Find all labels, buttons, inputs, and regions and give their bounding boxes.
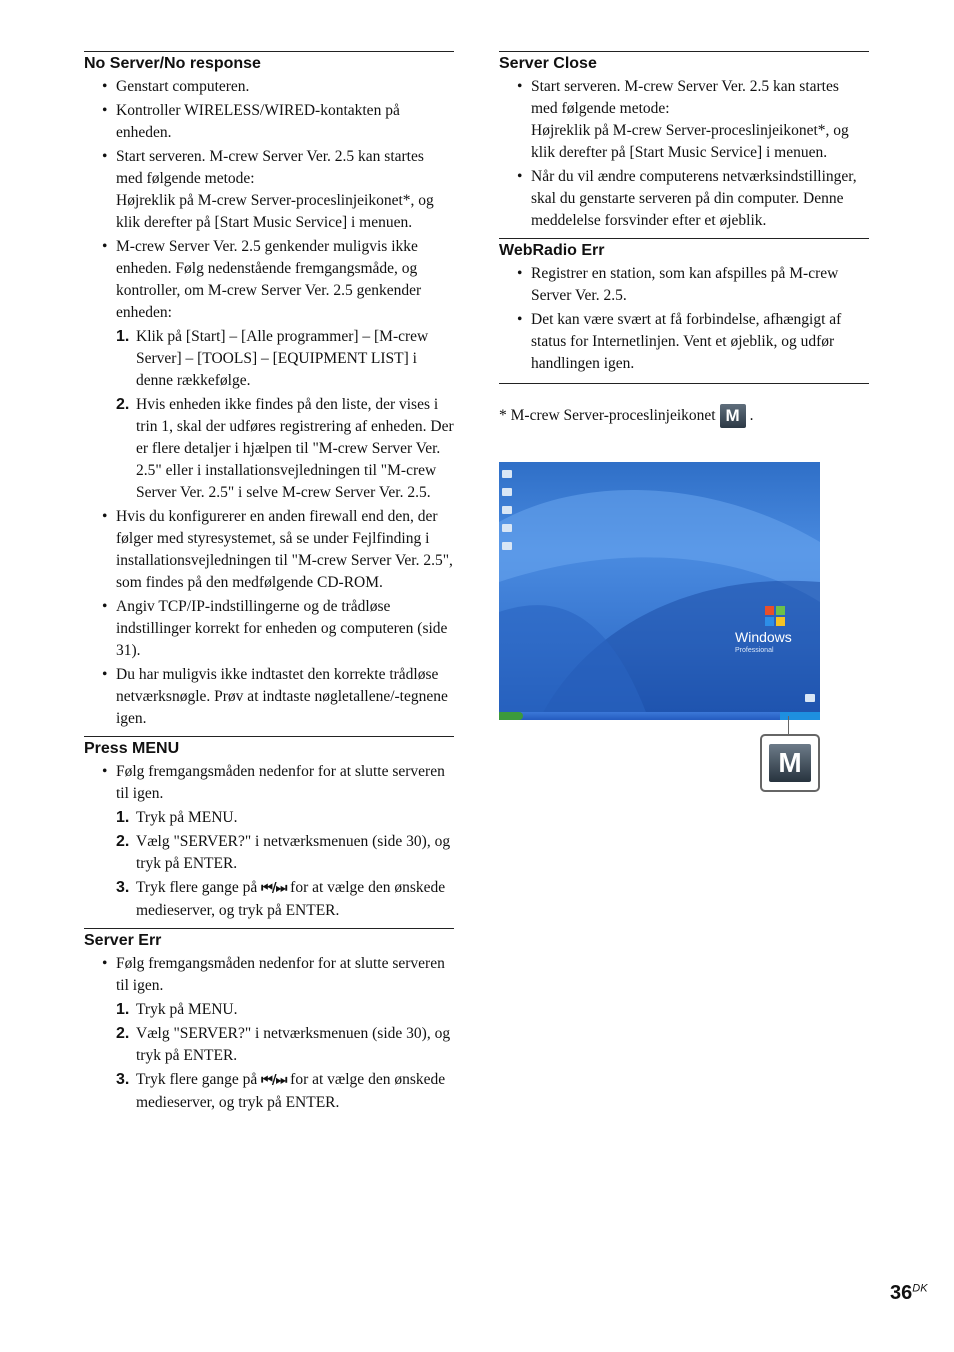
step-item: 1. Klik på [Start] – [Alle programmer] – [M-crew Server] – [TOOLS] – [EQUIPMENT LIST] i denne rækkefølge. <box>116 328 429 389</box>
callout-line <box>788 716 789 734</box>
list-item: • Hvis du konfigurerer en anden firewall end den, der følger med styresystemet, så se under Fejlfinding i installationsvejledningen til "M-crew Server Ver. 2.5", som findes på den medfølgende CD-ROM. <box>84 506 454 594</box>
section-title: WebRadio Err <box>499 242 605 259</box>
step-item: 1. Tryk på MENU. <box>116 809 238 826</box>
step-item: 2. Vælg "SERVER?" i netværksmenuen (side 30), og tryk på ENTER. <box>116 1025 451 1064</box>
recycle-bin-icon <box>805 694 815 702</box>
section-press-menu <box>84 736 454 922</box>
m-crew-tray-icon: M <box>720 404 746 428</box>
list-item: • Registrer en station, som kan afspilles på M-crew Server Ver. 2.5. <box>499 263 869 307</box>
divider <box>499 383 869 384</box>
page-number: $36^{DK}$ <box>890 1282 928 1304</box>
bullet-list <box>84 76 454 324</box>
section-server-err <box>84 928 454 1114</box>
bullet-list <box>499 263 869 375</box>
section-webradio-err <box>499 238 869 384</box>
left-column <box>84 51 454 1120</box>
step-item: 3. Tryk flere gange på ⏮/⏭ for at vælge den ønskede medieserver, og tryk på ENTER. <box>116 879 446 919</box>
tray-icon-callout <box>760 734 820 792</box>
step-list <box>84 807 454 922</box>
step-item: 2. Vælg "SERVER?" i netværksmenuen (side 30), og tryk på ENTER. <box>116 833 451 872</box>
list-item: • Start serveren. M-crew Server Ver. 2.5 kan startes med følgende metode: Højreklik på M-crew Server-proceslinjeikonet*, og klik derefter på [Start Music Service] i menuen. <box>84 146 454 234</box>
windows-flag-icon <box>763 604 787 628</box>
footnote: * M-crew Server-proceslinjeikonet M . <box>499 404 869 428</box>
step-item: 1. Tryk på MENU. <box>116 1001 238 1018</box>
section-server-close <box>499 51 869 232</box>
step-item: 3. Tryk flere gange på ⏮/⏭ for at vælge den ønskede medieserver, og tryk på ENTER. <box>116 1071 446 1111</box>
list-item: • M-crew Server Ver. 2.5 genkender muligvis ikke enheden. Følg nedenstående fremgangsmåde, og kontroller, om M-crew Server Ver. 2.5 genkender enheden: <box>84 236 454 324</box>
bullet-list <box>84 953 454 997</box>
list-item: • Når du vil ændre computerens netværksindstillinger, skal du genstarte serveren på din computer. Denne meddelelse forsvinder efter et øjeblik. <box>499 166 869 232</box>
list-item: • Start serveren. M-crew Server Ver. 2.5 kan startes med følgende metode: Højreklik på M-crew Server-proceslinjeikonet*, og klik derefter på [Start Music Service] i menuen. <box>499 76 869 164</box>
desktop-wallpaper <box>499 462 820 720</box>
desktop-icon <box>502 506 512 514</box>
step-item: 2. Hvis enheden ikke findes på den liste, der vises i trin 1, skal der udføres registrering af enheden. Der er flere detaljer i hjælpen til "M-crew Server Ver. 2.5" eller i installationsvejledningen til "M-crew Server Ver. 2.5" i selve M-crew Server Ver. 2.5. <box>116 396 454 501</box>
desktop-icon <box>502 470 512 478</box>
list-item-subtext: Højreklik på M-crew Server-proceslinjeikonet*, og klik derefter på [Start Music Service] i menuen. <box>531 122 849 161</box>
list-item: • Det kan være svært at få forbindelse, afhængigt af status for Internetlinjen. Vent et øjeblik, og udfør handlingen igen. <box>499 309 869 375</box>
list-item: • Genstart computeren. <box>84 76 454 98</box>
section-title: Server Close <box>499 55 597 72</box>
bullet-list <box>84 506 454 730</box>
taskbar <box>499 712 820 720</box>
bullet-list <box>84 761 454 805</box>
section-title: Server Err <box>84 932 162 949</box>
list-item-subtext: Højreklik på M-crew Server-proceslinjeikonet*, og klik derefter på [Start Music Service] i menuen. <box>116 192 434 231</box>
section-no-server <box>84 51 454 730</box>
section-title: No Server/No response <box>84 55 261 72</box>
list-item: • Angiv TCP/IP-indstillingerne og de trådløse indstillinger korrekt for enheden og computeren (side 31). <box>84 596 454 662</box>
list-item: • Følg fremgangsmåden nedenfor for at slutte serveren til igen. <box>84 761 454 805</box>
m-crew-tray-icon: M <box>769 744 811 782</box>
list-item: • Du har muligvis ikke indtastet den korrekte trådløse netværksnøgle. Prøv at indtaste nøgletallene/-tegnene igen. <box>84 664 454 730</box>
prev-next-icon: ⏮/⏭ <box>261 881 287 896</box>
desktop-icon <box>502 488 512 496</box>
right-column <box>499 51 869 428</box>
section-title: Press MENU <box>84 740 180 757</box>
desktop-icon <box>502 524 512 532</box>
list-item: • Følg fremgangsmåden nedenfor for at slutte serveren til igen. <box>84 953 454 997</box>
list-item: • Kontroller WIRELESS/WIRED-kontakten på enheden. <box>84 100 454 144</box>
start-button <box>499 712 523 720</box>
prev-next-icon: ⏮/⏭ <box>261 1073 287 1088</box>
windows-logo: Windows Professional <box>735 629 792 654</box>
step-list <box>84 326 454 504</box>
bullet-list <box>499 76 869 232</box>
system-tray <box>780 712 820 720</box>
desktop-icon <box>502 542 512 550</box>
step-list <box>84 999 454 1114</box>
windows-desktop-screenshot <box>499 462 820 720</box>
